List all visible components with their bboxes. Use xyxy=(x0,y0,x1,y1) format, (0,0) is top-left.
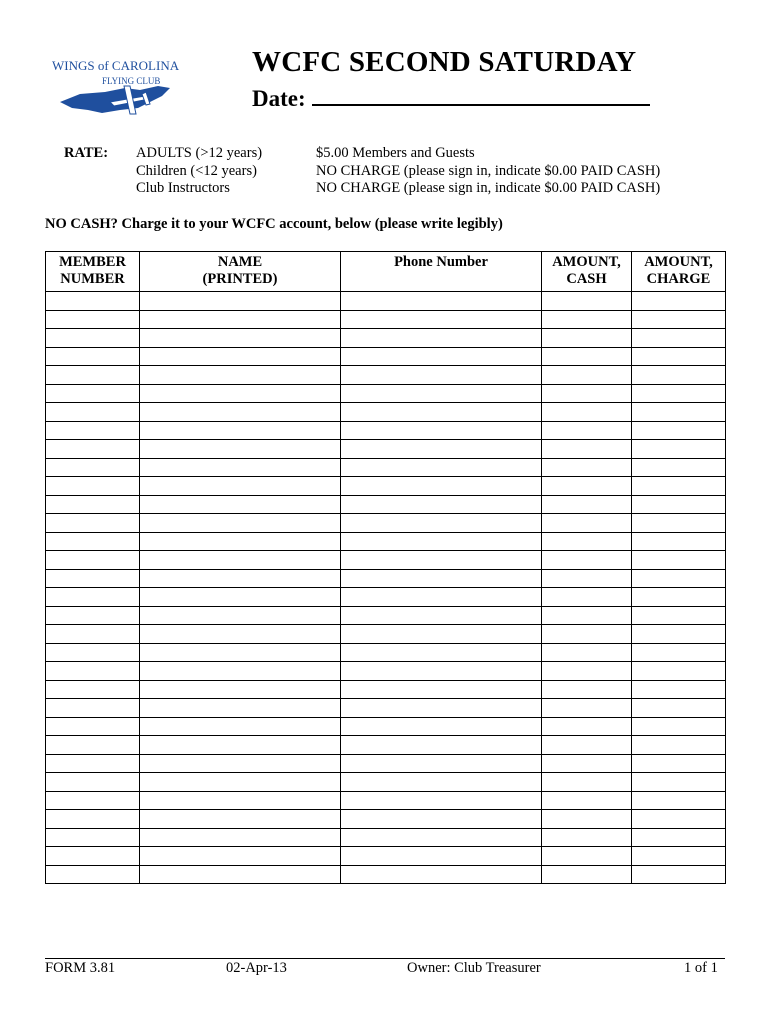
phone-cell[interactable] xyxy=(341,773,542,792)
member-number-cell[interactable] xyxy=(46,551,140,570)
phone-cell[interactable] xyxy=(341,329,542,348)
name-cell[interactable] xyxy=(140,477,341,496)
amount-charge-cell[interactable] xyxy=(632,662,726,681)
amount-charge-cell[interactable] xyxy=(632,384,726,403)
name-cell[interactable] xyxy=(140,347,341,366)
name-cell[interactable] xyxy=(140,643,341,662)
table-row xyxy=(46,791,726,810)
member-number-cell[interactable] xyxy=(46,828,140,847)
phone-cell[interactable] xyxy=(341,699,542,718)
phone-cell[interactable] xyxy=(341,847,542,866)
name-cell[interactable] xyxy=(140,588,341,607)
name-cell[interactable] xyxy=(140,532,341,551)
phone-cell[interactable] xyxy=(341,680,542,699)
amount-charge-cell[interactable] xyxy=(632,569,726,588)
amount-charge-cell[interactable] xyxy=(632,828,726,847)
member-number-cell[interactable] xyxy=(46,791,140,810)
member-number-cell[interactable] xyxy=(46,477,140,496)
member-number-cell[interactable] xyxy=(46,329,140,348)
amount-cash-cell[interactable] xyxy=(542,773,632,792)
name-cell[interactable] xyxy=(140,440,341,459)
footer-page: 1 of 1 xyxy=(684,960,718,976)
rate-categories xyxy=(136,145,262,198)
amount-charge-cell[interactable] xyxy=(632,865,726,884)
amount-charge-cell[interactable] xyxy=(632,329,726,348)
amount-charge-cell[interactable] xyxy=(632,606,726,625)
member-number-cell[interactable] xyxy=(46,680,140,699)
amount-cash-cell[interactable] xyxy=(542,403,632,422)
amount-cash-cell[interactable] xyxy=(542,810,632,829)
amount-charge-cell[interactable] xyxy=(632,310,726,329)
member-number-cell[interactable] xyxy=(46,754,140,773)
rate-value: $5.00 Members and Guests xyxy=(316,145,475,161)
amount-charge-cell[interactable] xyxy=(632,551,726,570)
phone-cell[interactable] xyxy=(341,606,542,625)
member-number-cell[interactable] xyxy=(46,588,140,607)
name-cell[interactable] xyxy=(140,310,341,329)
rate-category: Children (<12 years) xyxy=(136,162,257,179)
member-number-cell[interactable] xyxy=(46,606,140,625)
table-row xyxy=(46,625,726,644)
amount-charge-cell[interactable] xyxy=(632,699,726,718)
table-row xyxy=(46,828,726,847)
name-cell[interactable] xyxy=(140,625,341,644)
amount-charge-cell[interactable] xyxy=(632,292,726,311)
table-row xyxy=(46,699,726,718)
logo-text-bottom: FLYING CLUB xyxy=(102,76,161,86)
name-cell[interactable] xyxy=(140,606,341,625)
table-row xyxy=(46,477,726,496)
table-row xyxy=(46,588,726,607)
amount-cash-cell[interactable] xyxy=(542,551,632,570)
phone-cell[interactable] xyxy=(341,514,542,533)
phone-cell[interactable] xyxy=(341,791,542,810)
club-logo xyxy=(50,50,200,130)
member-number-cell[interactable] xyxy=(46,532,140,551)
name-cell[interactable] xyxy=(140,680,341,699)
phone-cell[interactable] xyxy=(341,310,542,329)
table-row xyxy=(46,458,726,477)
phone-cell[interactable] xyxy=(341,421,542,440)
amount-cash-cell[interactable] xyxy=(542,828,632,847)
amount-charge-cell[interactable] xyxy=(632,421,726,440)
table-row xyxy=(46,662,726,681)
phone-cell[interactable] xyxy=(341,588,542,607)
member-number-cell[interactable] xyxy=(46,421,140,440)
member-number-cell[interactable] xyxy=(46,662,140,681)
amount-cash-cell[interactable] xyxy=(542,736,632,755)
amount-charge-cell[interactable] xyxy=(632,347,726,366)
table-row xyxy=(46,292,726,311)
phone-cell[interactable] xyxy=(341,625,542,644)
table-row xyxy=(46,532,726,551)
amount-cash-cell[interactable] xyxy=(542,569,632,588)
table-row xyxy=(46,551,726,570)
table-header-row xyxy=(46,252,726,292)
amount-cash-cell[interactable] xyxy=(542,847,632,866)
table-row xyxy=(46,847,726,866)
member-number-cell[interactable] xyxy=(46,514,140,533)
date-label: Date: xyxy=(252,86,306,111)
member-number-cell[interactable] xyxy=(46,865,140,884)
amount-charge-cell[interactable] xyxy=(632,588,726,607)
amount-charge-cell[interactable] xyxy=(632,717,726,736)
name-cell[interactable] xyxy=(140,865,341,884)
phone-cell[interactable] xyxy=(341,495,542,514)
column-header-amount-cash: AMOUNT, CASH xyxy=(542,252,632,292)
member-number-cell[interactable] xyxy=(46,717,140,736)
logo-text-top: WINGS of CAROLINA xyxy=(52,58,180,73)
name-cell[interactable] xyxy=(140,551,341,570)
table-row xyxy=(46,717,726,736)
member-number-cell[interactable] xyxy=(46,458,140,477)
signin-table xyxy=(45,251,726,884)
table-row xyxy=(46,440,726,459)
name-cell[interactable] xyxy=(140,791,341,810)
table-row xyxy=(46,810,726,829)
phone-cell[interactable] xyxy=(341,403,542,422)
phone-cell[interactable] xyxy=(341,810,542,829)
table-row xyxy=(46,643,726,662)
column-header-amount-charge: AMOUNT, CHARGE xyxy=(632,252,726,292)
table-row xyxy=(46,736,726,755)
phone-cell[interactable] xyxy=(341,292,542,311)
amount-cash-cell[interactable] xyxy=(542,477,632,496)
charge-instruction: NO CASH? Charge it to your WCFC account, below (please write legibly) xyxy=(45,216,503,232)
member-number-cell[interactable] xyxy=(46,495,140,514)
amount-charge-cell[interactable] xyxy=(632,495,726,514)
amount-cash-cell[interactable] xyxy=(542,662,632,681)
member-number-cell[interactable] xyxy=(46,403,140,422)
amount-charge-cell[interactable] xyxy=(632,773,726,792)
amount-cash-cell[interactable] xyxy=(542,532,632,551)
page-title: WCFC SECOND SATURDAY xyxy=(252,46,637,78)
member-number-cell[interactable] xyxy=(46,440,140,459)
name-cell[interactable] xyxy=(140,847,341,866)
name-cell[interactable] xyxy=(140,754,341,773)
phone-cell[interactable] xyxy=(341,754,542,773)
phone-cell[interactable] xyxy=(341,458,542,477)
amount-charge-cell[interactable] xyxy=(632,791,726,810)
name-cell[interactable] xyxy=(140,717,341,736)
amount-cash-cell[interactable] xyxy=(542,606,632,625)
name-cell[interactable] xyxy=(140,662,341,681)
amount-cash-cell[interactable] xyxy=(542,366,632,385)
member-number-cell[interactable] xyxy=(46,736,140,755)
phone-cell[interactable] xyxy=(341,865,542,884)
footer-rule xyxy=(45,958,725,959)
table-row xyxy=(46,680,726,699)
rate-category: Club Instructors xyxy=(136,180,230,196)
table-row xyxy=(46,366,726,385)
phone-cell[interactable] xyxy=(341,532,542,551)
phone-cell[interactable] xyxy=(341,662,542,681)
amount-cash-cell[interactable] xyxy=(542,384,632,403)
amount-cash-cell[interactable] xyxy=(542,643,632,662)
amount-cash-cell[interactable] xyxy=(542,458,632,477)
amount-charge-cell[interactable] xyxy=(632,366,726,385)
rate-value: NO CHARGE (please sign in, indicate $0.00 PAID CASH) xyxy=(316,162,661,179)
phone-cell[interactable] xyxy=(341,440,542,459)
table-row xyxy=(46,569,726,588)
amount-cash-cell[interactable] xyxy=(542,421,632,440)
phone-cell[interactable] xyxy=(341,569,542,588)
table-row xyxy=(46,865,726,884)
amount-charge-cell[interactable] xyxy=(632,440,726,459)
name-cell[interactable] xyxy=(140,828,341,847)
member-number-cell[interactable] xyxy=(46,384,140,403)
amount-charge-cell[interactable] xyxy=(632,680,726,699)
amount-charge-cell[interactable] xyxy=(632,514,726,533)
member-number-cell[interactable] xyxy=(46,347,140,366)
member-number-cell[interactable] xyxy=(46,625,140,644)
table-row xyxy=(46,310,726,329)
table-row xyxy=(46,384,726,403)
phone-cell[interactable] xyxy=(341,828,542,847)
member-number-cell[interactable] xyxy=(46,310,140,329)
table-row xyxy=(46,403,726,422)
amount-cash-cell[interactable] xyxy=(542,754,632,773)
amount-cash-cell[interactable] xyxy=(542,588,632,607)
table-row xyxy=(46,606,726,625)
footer-owner: Owner: Club Treasurer xyxy=(407,960,541,976)
amount-cash-cell[interactable] xyxy=(542,717,632,736)
amount-charge-cell[interactable] xyxy=(632,754,726,773)
name-cell[interactable] xyxy=(140,366,341,385)
phone-cell[interactable] xyxy=(341,643,542,662)
amount-cash-cell[interactable] xyxy=(542,699,632,718)
name-cell[interactable] xyxy=(140,329,341,348)
name-cell[interactable] xyxy=(140,421,341,440)
table-row xyxy=(46,347,726,366)
name-cell[interactable] xyxy=(140,736,341,755)
amount-cash-cell[interactable] xyxy=(542,440,632,459)
table-row xyxy=(46,773,726,792)
phone-cell[interactable] xyxy=(341,384,542,403)
table-row xyxy=(46,495,726,514)
name-cell[interactable] xyxy=(140,514,341,533)
table-row xyxy=(46,514,726,533)
name-cell[interactable] xyxy=(140,403,341,422)
amount-cash-cell[interactable] xyxy=(542,329,632,348)
name-cell[interactable] xyxy=(140,569,341,588)
member-number-cell[interactable] xyxy=(46,366,140,385)
phone-cell[interactable] xyxy=(341,477,542,496)
amount-cash-cell[interactable] xyxy=(542,680,632,699)
table-row xyxy=(46,329,726,348)
amount-charge-cell[interactable] xyxy=(632,810,726,829)
rate-values xyxy=(316,145,660,198)
member-number-cell[interactable] xyxy=(46,847,140,866)
amount-cash-cell[interactable] xyxy=(542,292,632,311)
phone-cell[interactable] xyxy=(341,366,542,385)
rate-label: RATE: xyxy=(64,145,109,161)
amount-cash-cell[interactable] xyxy=(542,791,632,810)
amount-cash-cell[interactable] xyxy=(542,310,632,329)
phone-cell[interactable] xyxy=(341,347,542,366)
rate-value: NO CHARGE (please sign in, indicate $0.00 PAID CASH) xyxy=(316,180,661,196)
name-cell[interactable] xyxy=(140,699,341,718)
name-cell[interactable] xyxy=(140,458,341,477)
amount-charge-cell[interactable] xyxy=(632,736,726,755)
phone-cell[interactable] xyxy=(341,551,542,570)
table-body xyxy=(46,292,726,884)
amount-charge-cell[interactable] xyxy=(632,625,726,644)
amount-cash-cell[interactable] xyxy=(542,347,632,366)
amount-charge-cell[interactable] xyxy=(632,532,726,551)
table-row xyxy=(46,421,726,440)
member-number-cell[interactable] xyxy=(46,773,140,792)
member-number-cell[interactable] xyxy=(46,699,140,718)
name-cell[interactable] xyxy=(140,292,341,311)
date-field-line[interactable] xyxy=(312,84,650,106)
amount-charge-cell[interactable] xyxy=(632,403,726,422)
amount-charge-cell[interactable] xyxy=(632,477,726,496)
amount-cash-cell[interactable] xyxy=(542,495,632,514)
date-row xyxy=(252,84,650,112)
amount-charge-cell[interactable] xyxy=(632,458,726,477)
footer-date: 02-Apr-13 xyxy=(226,960,287,976)
phone-cell[interactable] xyxy=(341,717,542,736)
column-header-name: NAME (PRINTED) xyxy=(140,252,341,292)
table-row xyxy=(46,754,726,773)
amount-charge-cell[interactable] xyxy=(632,643,726,662)
member-number-cell[interactable] xyxy=(46,569,140,588)
name-cell[interactable] xyxy=(140,495,341,514)
footer-form-number: FORM 3.81 xyxy=(45,960,116,976)
name-cell[interactable] xyxy=(140,810,341,829)
amount-cash-cell[interactable] xyxy=(542,625,632,644)
name-cell[interactable] xyxy=(140,384,341,403)
member-number-cell[interactable] xyxy=(46,292,140,311)
carolina-map-airplane-icon xyxy=(50,50,200,130)
rate-category: ADULTS (>12 years) xyxy=(136,145,263,161)
amount-charge-cell[interactable] xyxy=(632,847,726,866)
column-header-member-number: MEMBER NUMBER xyxy=(46,252,140,292)
phone-cell[interactable] xyxy=(341,736,542,755)
amount-cash-cell[interactable] xyxy=(542,865,632,884)
amount-cash-cell[interactable] xyxy=(542,514,632,533)
member-number-cell[interactable] xyxy=(46,643,140,662)
member-number-cell[interactable] xyxy=(46,810,140,829)
name-cell[interactable] xyxy=(140,773,341,792)
column-header-phone: Phone Number xyxy=(341,252,542,292)
